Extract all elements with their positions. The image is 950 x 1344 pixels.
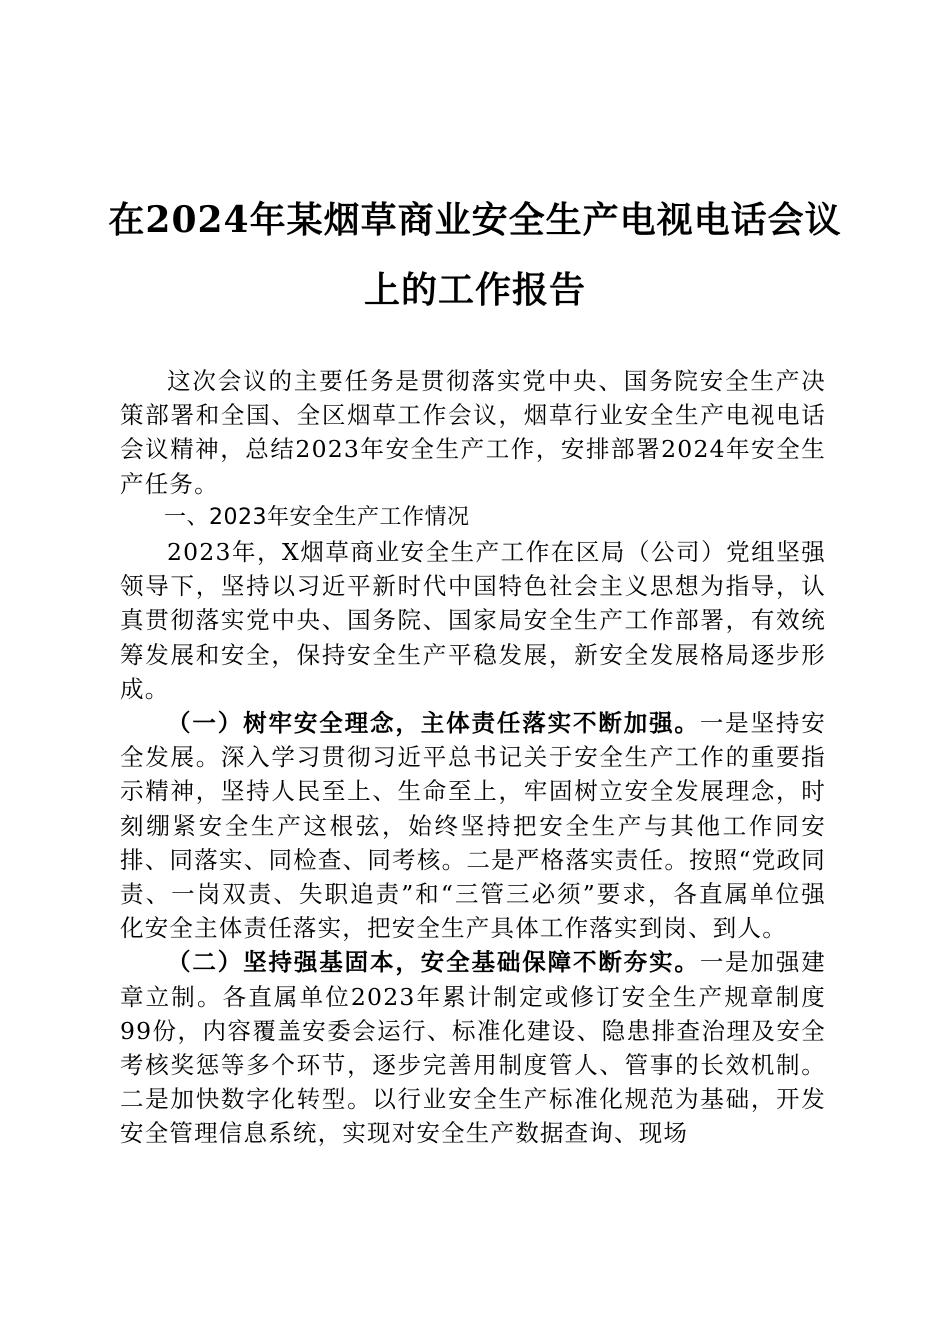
subsection-1-text: 一是坚持安全发展。深入学习贯彻习近平总书记关于安全生产工作的重要指示精神，坚持人民至上、生命至上，牢固树立安全发展理念，时刻绷紧安全生产这根弦，始终坚持把安全生产与其他工作同安排、同落实、同检查、同考核。二是严格落实责任。按照“党政同责、一岗双责、失职追责”和“三管三必须”要求，各直属单位强化安全主体责任落实，把安全生产具体工作落实到岗、到人。 — [120, 709, 826, 943]
document-body — [120, 364, 826, 1151]
document-title-line-2: 上的工作报告 — [363, 269, 586, 311]
subsection-1-paragraph — [120, 706, 826, 945]
intro-paragraph: 这次会议的主要任务是贯彻落实党中央、国务院安全生产决策部署和全国、全区烟草工作会议，烟草行业安全生产电视电话会议精神，总结2023年安全生产工作，安排部署2024年安全生产任务。 — [120, 367, 826, 498]
subsection-2-heading: （二）坚持强基固本，安全基础保障不断夯实。 — [167, 948, 700, 977]
document-title-line-1: 在2024年某烟草商业安全生产电视电话会议 — [108, 199, 842, 241]
subsection-2-paragraph — [120, 945, 826, 1150]
subsection-1-heading: （一）树牢安全理念，主体责任落实不断加强。 — [167, 709, 700, 738]
section-heading-1: 一、2023年安全生产工作情况 — [164, 504, 470, 530]
section-1-paragraph: 2023年，X烟草商业安全生产工作在区局（公司）党组坚强领导下，坚持以习近平新时代中国特色社会主义思想为指导，认真贯彻落实党中央、国务院、国家局安全生产工作部署，有效统筹发展和安全，保持安全生产平稳发展，新安全发展格局逐步形成。 — [120, 538, 826, 703]
subsection-2-text: 一是加强建章立制。各直属单位2023年累计制定或修订安全生产规章制度99份，内容覆盖安委会运行、标准化建设、隐患排查治理及安全考核奖惩等多个环节，逐步完善用制度管人、管事的长效机制。二是加快数字化转型。以行业安全生产标准化规范为基础，开发安全管理信息系统，实现对安全生产数据查询、现场 — [120, 948, 826, 1148]
